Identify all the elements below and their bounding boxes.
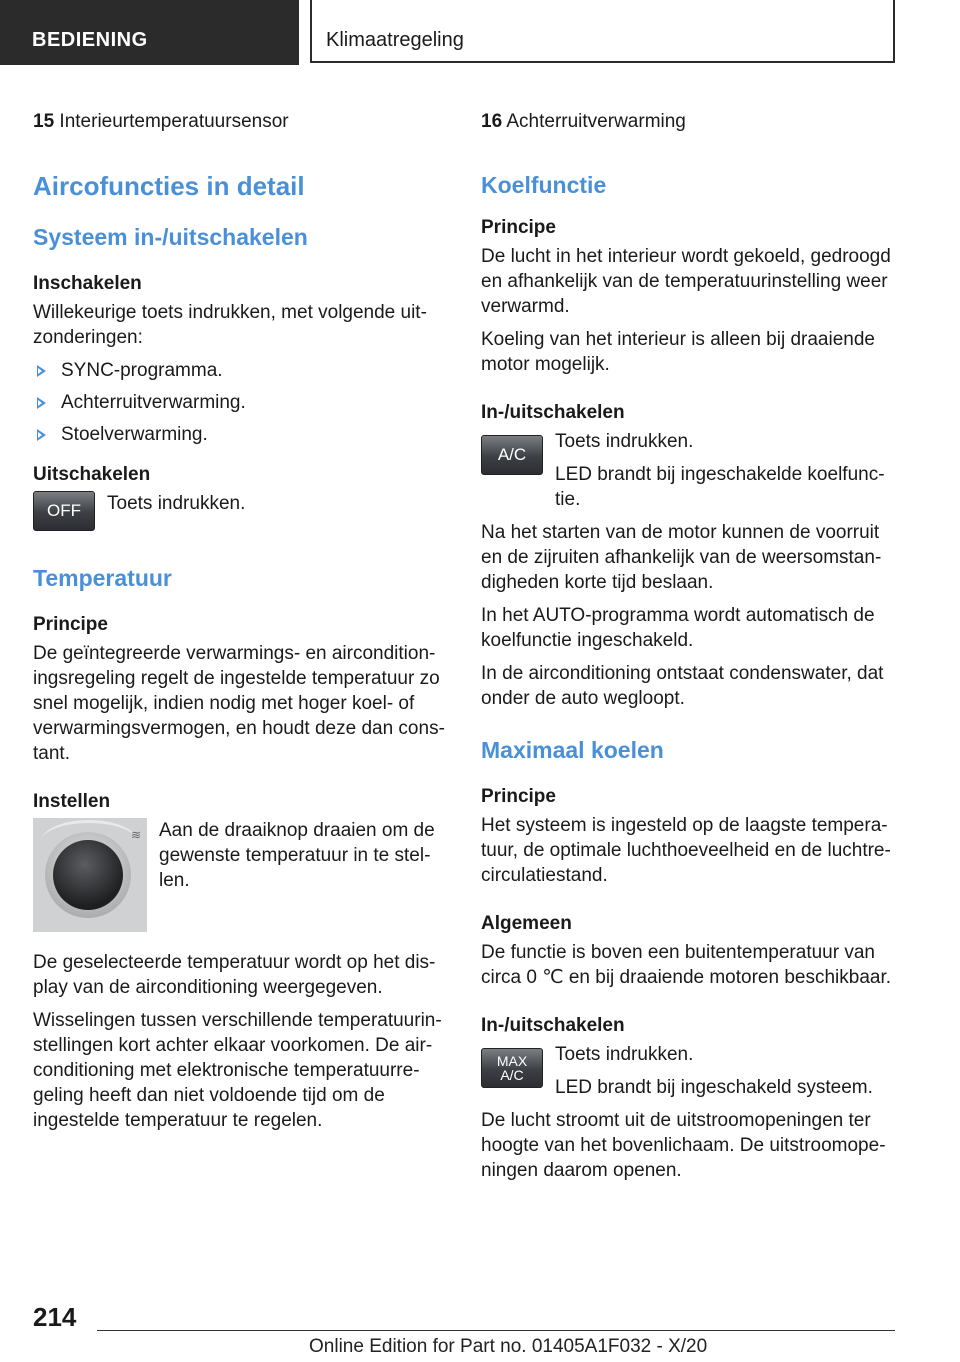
subsection-title-temperature: Temperatuur bbox=[33, 565, 172, 591]
subsection-title-system: Systeem in-/uitschakelen bbox=[33, 224, 308, 250]
caption-text: Interieurtemperatuursensor bbox=[59, 111, 289, 132]
edition-note: Online Edition for Part no. 01405A1F032 - X/20 bbox=[309, 1336, 708, 1357]
heading-in-uit: In-/uitschakelen bbox=[481, 402, 625, 423]
max-ac-label-line1: MAX bbox=[496, 1053, 528, 1069]
paragraph-inschakelen: Willekeurige toets indrukken, met volgende uit-zonderingen: bbox=[33, 302, 427, 348]
paragraph-cooling-3: Na het starten van de motor kunnen de voorruit en de zijruiten afhankelijk van de weersomstan-digheden korte tijd beslaan. bbox=[481, 522, 882, 593]
heading-in-uit-max: In-/uitschakelen bbox=[481, 1015, 625, 1036]
ac-row bbox=[481, 429, 895, 512]
off-row bbox=[33, 491, 447, 535]
caption-number: 16 bbox=[481, 111, 503, 132]
heading-instellen: Instellen bbox=[33, 791, 111, 812]
footer-divider bbox=[97, 1330, 895, 1331]
paragraph-max-principe: Het systeem is ingesteld op de laagste tempera-tuur, de optimale luchthoeveelheid en de luchtre-circulatiestand. bbox=[481, 815, 891, 886]
paragraph-display: De geselecteerde temperatuur wordt op het dis-play van de airconditioning weergegeven. bbox=[33, 952, 436, 998]
paragraph-airflow: De lucht stroomt uit de uitstroomopeningen ter hoogte van het bovenlichaam. De uitstroomope-ningen daarom openen. bbox=[481, 1110, 886, 1181]
subsection-title-cooling: Koelfunctie bbox=[481, 172, 607, 198]
list-item bbox=[33, 358, 447, 383]
figure-caption-16 bbox=[481, 110, 895, 134]
paragraph-cooling-4: In het AUTO-programma wordt automatisch de koelfunctie ingeschakeld. bbox=[481, 605, 875, 651]
list-item-text: Stoelverwarming. bbox=[61, 424, 208, 445]
right-column bbox=[481, 110, 895, 1191]
heading-principe: Principe bbox=[481, 217, 556, 238]
knob-instruction: Aan de draaiknop draaien om de gewenste temperatuur in te stel-len. bbox=[159, 820, 435, 891]
header-chapter-label: Klimaatregeling bbox=[326, 29, 464, 51]
list-item bbox=[33, 422, 447, 447]
rotary-knob-icon bbox=[33, 818, 147, 932]
header-chapter-tab bbox=[310, 0, 895, 63]
heading-principe: Principe bbox=[481, 786, 556, 807]
paragraph-cooling-2: Koeling van het interieur is alleen bij draaiende motor mogelijk. bbox=[481, 329, 875, 375]
exceptions-list bbox=[33, 358, 447, 447]
paragraph-principe: De geïntegreerde verwarmings- en aircondition-ingsregeling regelt de ingestelde temperatuur zo snel mogelijk, indien nodig met hoger koel- of verwarmingsvermogen, en houdt deze dan cons-tant. bbox=[33, 643, 445, 764]
heat-symbol-icon: ≋ bbox=[130, 828, 141, 842]
left-column bbox=[33, 110, 447, 1141]
heading-principe: Principe bbox=[33, 614, 108, 635]
off-instruction: Toets indrukken. bbox=[107, 493, 246, 514]
ac-instruction-1: Toets indrukken. bbox=[555, 431, 694, 452]
heading-algemeen: Algemeen bbox=[481, 913, 572, 934]
subsection-title-max-cooling: Maximaal koelen bbox=[481, 737, 664, 763]
heading-inschakelen: Inschakelen bbox=[33, 273, 142, 294]
paragraph-cooling-5: In de airconditioning ontstaat condenswater, dat onder de auto wegloopt. bbox=[481, 663, 884, 709]
off-button-icon: OFF bbox=[33, 491, 95, 531]
knob-row bbox=[33, 818, 447, 936]
heading-uitschakelen: Uitschakelen bbox=[33, 464, 151, 485]
caption-number: 15 bbox=[33, 111, 55, 132]
figure-caption-15 bbox=[33, 110, 447, 134]
header-section-label: BEDIENING bbox=[32, 29, 148, 51]
triangle-bullet-icon bbox=[37, 429, 46, 441]
max-ac-label-line2: A/C bbox=[500, 1067, 524, 1083]
list-item-text: SYNC-programma. bbox=[61, 360, 223, 381]
header-section-tab bbox=[0, 0, 299, 65]
max-ac-row bbox=[481, 1042, 895, 1100]
max-ac-button-icon bbox=[481, 1048, 543, 1088]
ac-instruction-2: LED brandt bij ingeschakelde koelfunc-tie. bbox=[555, 464, 885, 510]
ac-button-icon: A/C bbox=[481, 435, 543, 475]
page-number: 214 bbox=[33, 1302, 77, 1332]
list-item bbox=[33, 390, 447, 415]
paragraph-algemeen: De functie is boven een buitentemperatuur van circa 0 ℃ en bij draaiende motoren beschikbaar. bbox=[481, 942, 892, 988]
triangle-bullet-icon bbox=[37, 397, 46, 409]
triangle-bullet-icon bbox=[37, 365, 46, 377]
caption-text: Achterruitverwarming bbox=[506, 111, 686, 132]
max-ac-instruction-1: Toets indrukken. bbox=[555, 1044, 694, 1065]
list-item-text: Achterruitverwarming. bbox=[61, 392, 246, 413]
paragraph-cooling-1: De lucht in het interieur wordt gekoeld, gedroogd en afhankelijk van de temperatuurinstelling weer verwarmd. bbox=[481, 246, 891, 317]
section-title: Aircofuncties in detail bbox=[33, 171, 305, 201]
paragraph-changes: Wisselingen tussen verschillende temperatuurin-stellingen kort achter elkaar voorkomen. De air-conditioning met elektronische temperatuurre-geling heeft dan niet voldoende tijd om de ingestelde temperatuur te regelen. bbox=[33, 1010, 442, 1131]
max-ac-instruction-2: LED brandt bij ingeschakeld systeem. bbox=[555, 1077, 873, 1098]
